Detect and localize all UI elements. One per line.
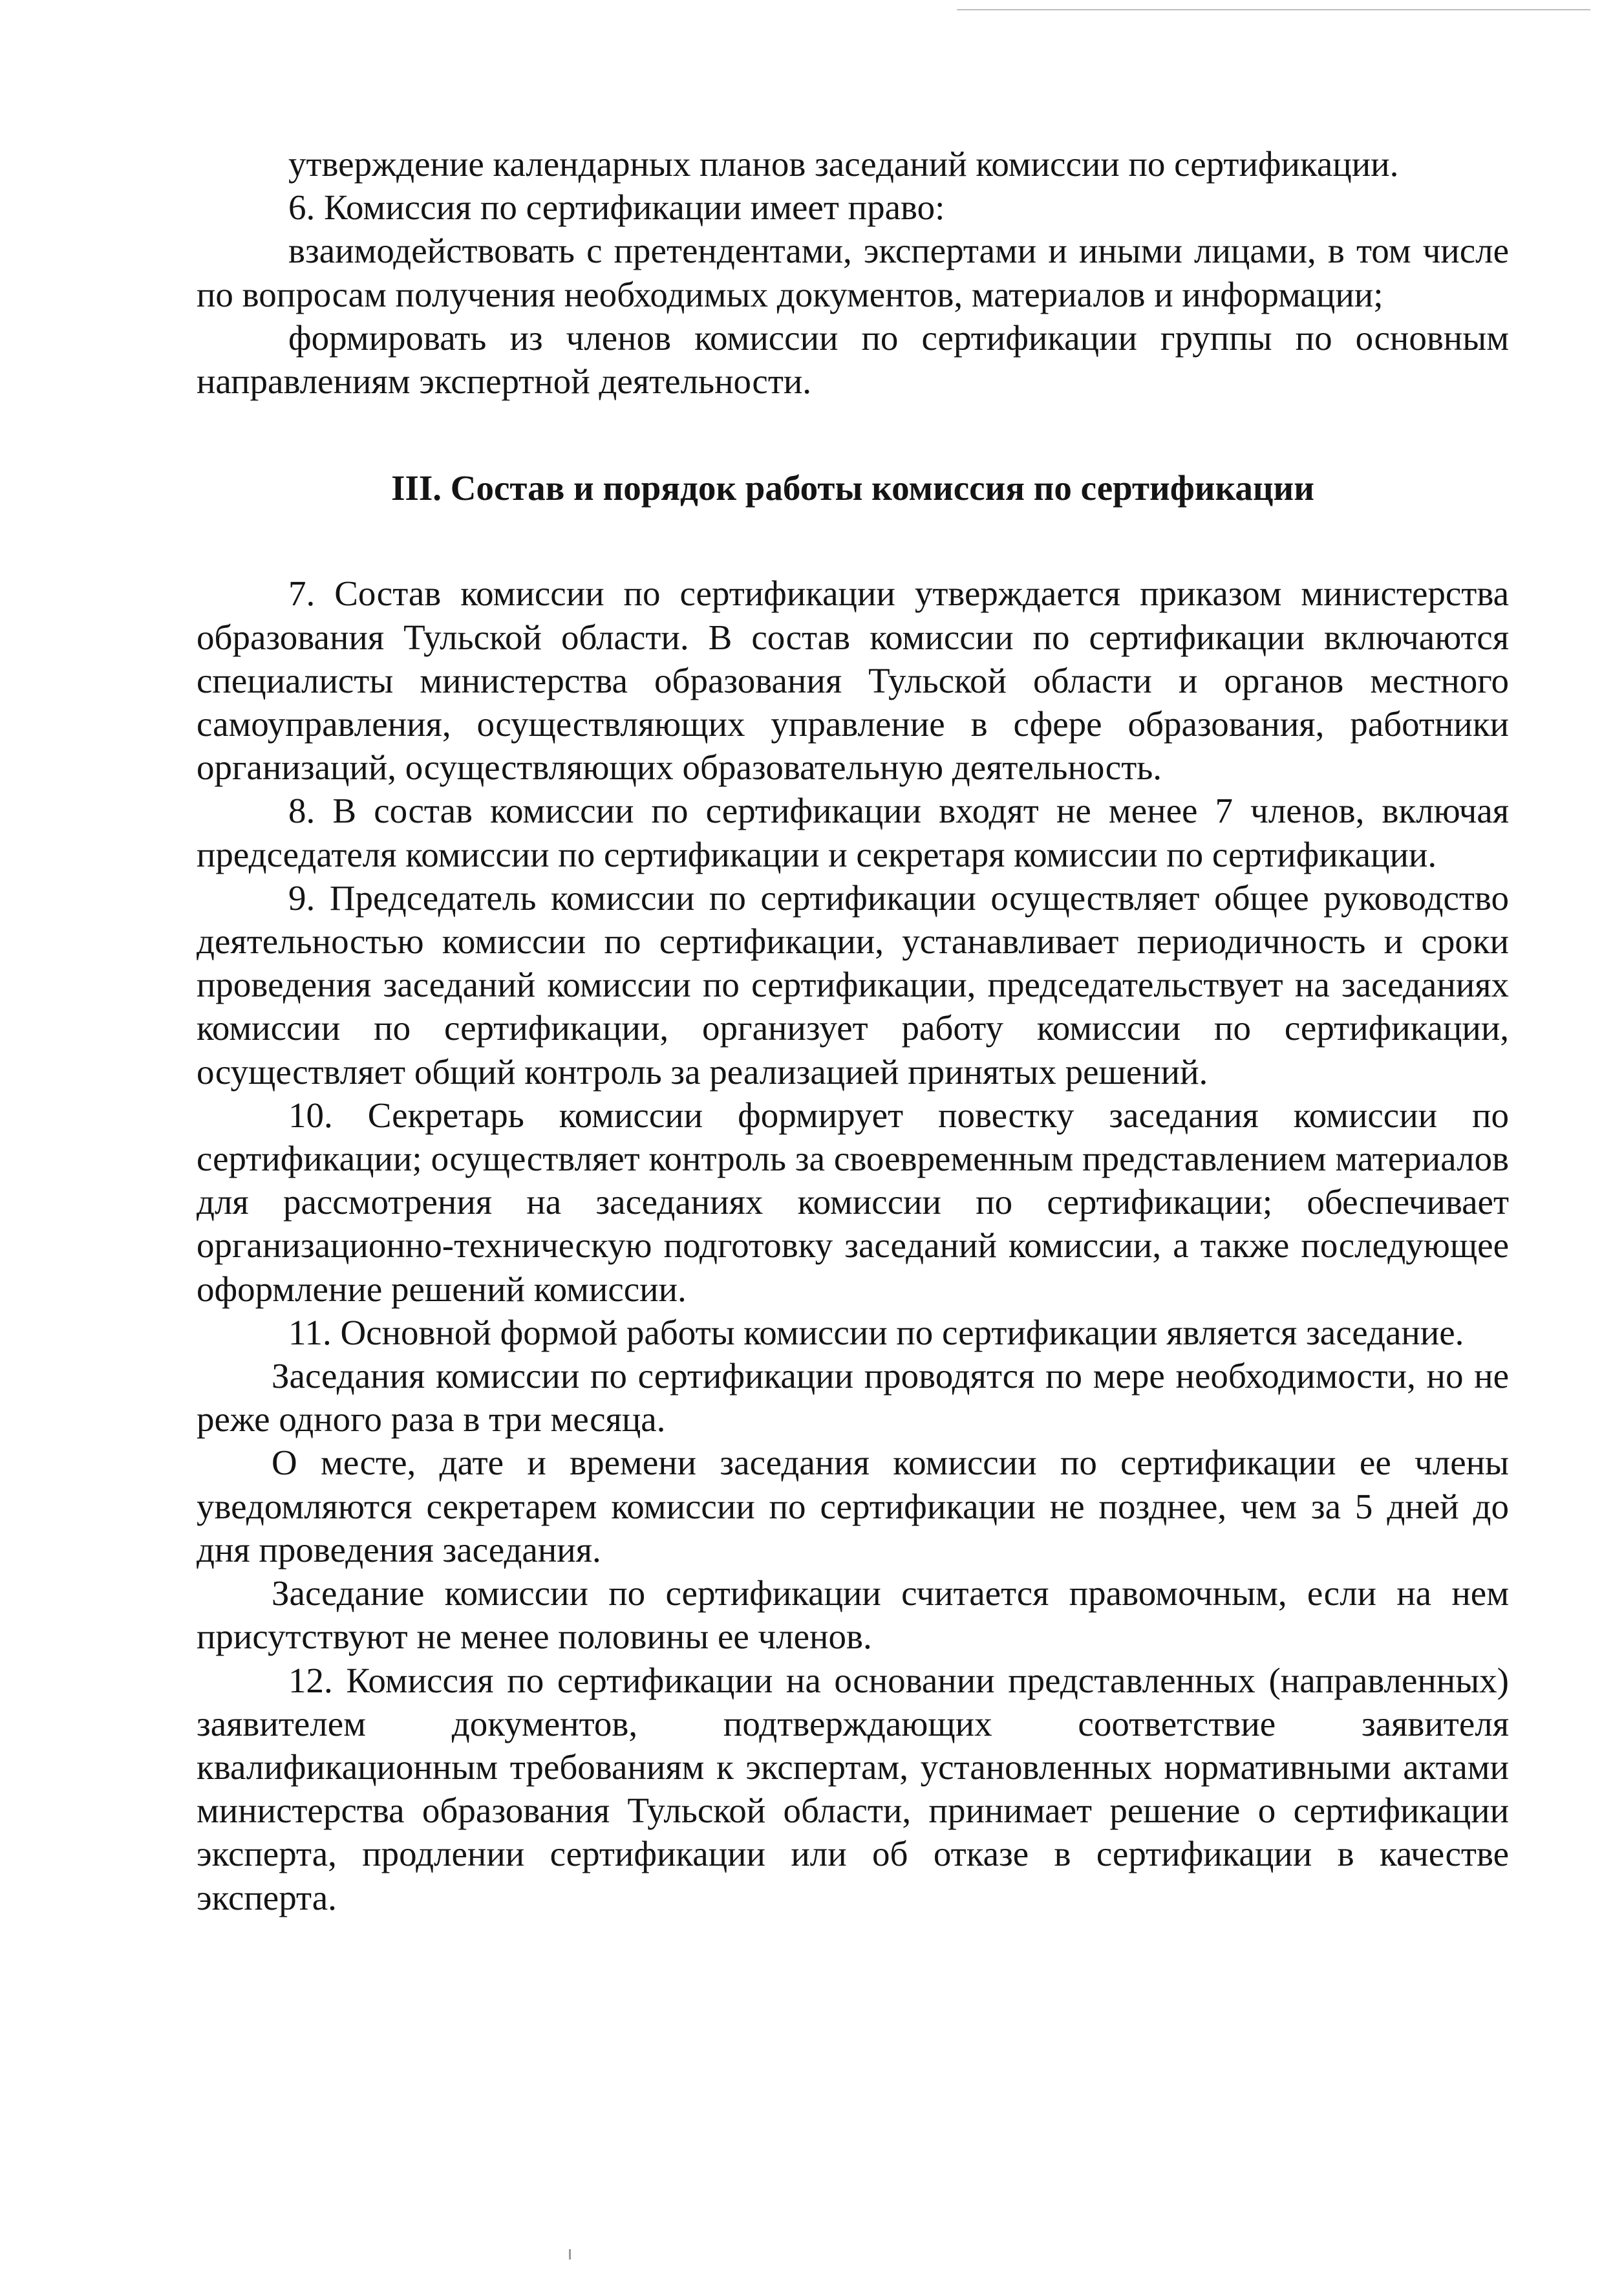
paragraph-item-12: 12. Комиссия по сертификации на основании представленных (направленных) заявителем документов, подтверждающих соответствие заявителя квалификационным требованиям к экспертам, установленных нормативными актами министерства образования Тульской области, принимает решение о сертификации эксперта, продлении сертификации или об отказе в сертификации в качестве эксперта.: [197, 1660, 1509, 1917]
paragraph-calendar-plans: утверждение календарных планов заседаний комиссии по сертификации.: [288, 144, 1399, 184]
paragraph-form-groups: формировать из членов комиссии по сертификации группы по основным направлениям экспертной деятельности.: [197, 318, 1509, 402]
paragraph-meeting-frequency: Заседания комиссии по сертификации проводятся по мере необходимости, но не реже одного раза в три месяца.: [197, 1356, 1509, 1439]
paragraph-item-9: 9. Председатель комиссии по сертификации осуществляет общее руководство деятельностью комиссии по сертификации, устанавливает периодичность и сроки проведения заседаний комиссии по сертификации, председательствует на заседаниях комиссии по сертификации, организует работу комиссии по сертификации, осуществляет общий контроль за реализацией принятых решений.: [197, 878, 1509, 1092]
paragraph-interact: взаимодействовать с претендентами, экспертами и иными лицами, в том числе по вопросам получения необходимых документов, материалов и информации;: [197, 231, 1509, 314]
paragraph-item-6: 6. Комиссия по сертификации имеет право:: [288, 188, 945, 228]
paragraph-item-10: 10. Секретарь комиссии формирует повестку заседания комиссии по сертификации; осуществляет контроль за своевременным представлением материалов для рассмотрения на заседаниях комиссии по сертификации; обеспечивает организационно-техническую подготовку заседаний комиссии, а также последующее оформление решений комиссии.: [197, 1095, 1509, 1309]
document-page: [197, 142, 1509, 1919]
scan-speck: [569, 2249, 571, 2259]
paragraph-item-8: 8. В состав комиссии по сертификации входят не менее 7 членов, включая председателя комиссии по сертификации и секретаря комиссии по сертификации.: [197, 791, 1509, 874]
paragraph-item-11: 11. Основной формой работы комиссии по сертификации является заседание.: [288, 1312, 1464, 1352]
section-heading: III. Состав и порядок работы комиссия по сертификации: [391, 468, 1314, 508]
paragraph-item-7: 7. Состав комиссии по сертификации утверждается приказом министерства образования Тульской области. В состав комиссии по сертификации включаются специалисты министерства образования Тульской области и органов местного самоуправления, осуществляющих управление в сфере образования, работники организаций, осуществляющих образовательную деятельность.: [197, 574, 1509, 788]
paragraph-meeting-notice: О месте, дате и времени заседания комиссии по сертификации ее члены уведомляются секретарем комиссии по сертификации не позднее, чем за 5 дней до дня проведения заседания.: [197, 1443, 1509, 1569]
scan-artifact-line: [957, 9, 1590, 10]
paragraph-quorum: Заседание комиссии по сертификации считается правомочным, если на нем присутствуют не менее половины ее членов.: [197, 1573, 1509, 1657]
